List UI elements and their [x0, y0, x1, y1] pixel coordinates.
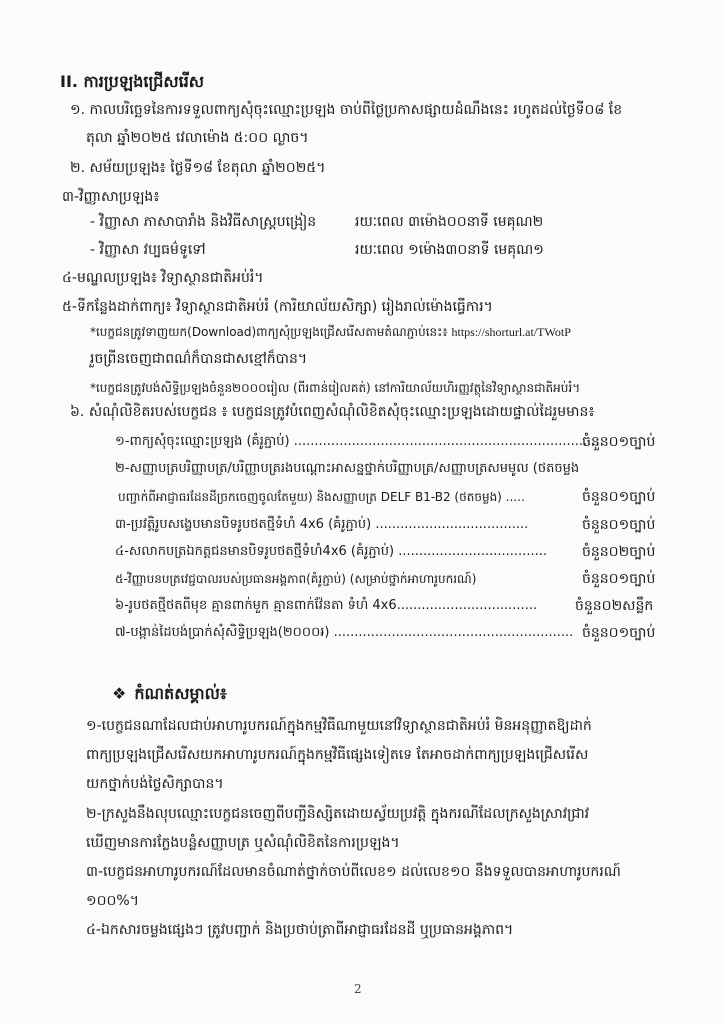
note-3-line-2: ១០០%។: [86, 893, 139, 909]
download-link[interactable]: https://shorturl.at/TWotP: [451, 325, 571, 339]
doc-5: ៥-វិញ្ញាបនបត្រវេជ្ជបាលរបស់ប្រធានអង្គភាព(គំរូភ្ជាប់) (សម្រាប់ថ្នាក់អាហារូបករណ៍): [115, 572, 477, 586]
doc-2-qty: ចំនួន០១ច្បាប់: [582, 489, 656, 505]
notes-heading: [112, 684, 227, 704]
doc-5-qty: ចំនួន០១ច្បាប់: [582, 571, 656, 587]
note-2-line-2: ឃើញមានការក្លែងបន្លំសញ្ញាបត្រ ឬសំណុំលិខិតនៃការប្រឡង។: [86, 835, 400, 851]
note-download-line-2: រួចព្រីនចេញជាពណ៌ក៏បានជាសខ្មៅក៏បាន។: [90, 351, 308, 367]
note-2-line-1: ២-ក្រសួងនឹងលុបឈ្មោះបេក្ខជនចេញពីបញ្ជីនិស្សិតដោយស្វ័យប្រវត្តិ ក្នុងករណីដែលក្រសួងស្រាវជ្រាវ: [86, 806, 590, 822]
note-3-line-1: ៣-បេក្ខជនអាហារូបករណ៍ដែលមានចំណាត់ថ្នាក់ចាប់ពីលេខ១ ដល់លេខ១០ នឹងទទួលបានអាហារូបករណ៍: [86, 864, 621, 880]
item-4: ៤-មណ្ឌលប្រឡង៖ វិទ្យាស្ថានជាតិអប់រំ។: [62, 270, 264, 286]
doc-2-line-1: ២-សញ្ញាបត្របរិញ្ញាបត្រ/បរិញ្ញាបត្ររងបណ្ដោះអាសន្នថ្នាក់បរិញ្ញាបត្រ/សញ្ញាបត្រសមមូល (ថតចម្លង: [115, 461, 580, 476]
note-download-line-1: [90, 322, 571, 342]
doc-7-qty: ចំនួន០១ច្បាប់: [582, 625, 656, 641]
doc-7: ៧-បង្កាន់ដៃបង់ប្រាក់សុំសិទ្ធិប្រឡង(២០០០៛) ..........................................................: [115, 625, 574, 640]
item-6: ៦. សំណុំលិខិតរបស់បេក្ខជន ៖ បេក្ខជនត្រូវបំពេញសំណុំលិខិតសុំចុះឈ្មោះប្រឡងដោយផ្ទាល់ដៃរួមមាន៖: [70, 404, 595, 420]
item-1-line-2: តុលា ឆ្នាំ២០២៥ វេលាម៉ោង ៥:០០ ល្ងាច។: [86, 130, 309, 146]
doc-4: ៤-សលាកបត្រឯកត្តជនមានបិទរូបថតថ្មីទំហំ4x6 (គំរូភ្ជាប់) ....................................: [115, 544, 547, 559]
section-heading: II. ការប្រឡងជ្រើសរើស: [60, 72, 205, 91]
doc-1: ១-ពាក្យសុំចុះឈ្មោះប្រឡង (គំរូភ្ជាប់) ..........................................................................: [115, 434, 600, 449]
doc-3: ៣-ប្រវត្តិរូបសង្ខេបមានបិទរូបថតថ្មីទំហំ 4x6 (គំរូភ្ជាប់) .....................................: [115, 517, 529, 532]
item-1-line-1: ១. កាលបរិច្ឆេទនៃការទទួលពាក្យសុំចុះឈ្មោះប្រឡង ចាប់ពីថ្ងៃប្រកាសផ្សាយដំណឹងនេះ រហូតដល់ថ្ងៃទី០៨ ខែ: [70, 102, 623, 118]
page-number: 2: [354, 982, 362, 996]
subject-1-name: - វិញ្ញាសា ភាសាបារាំង និងវិធីសាស្ត្របង្រៀន: [90, 214, 317, 230]
notes-heading-text: កំណត់សម្គាល់៖: [134, 684, 227, 703]
doc-1-qty: ចំនួន០១ច្បាប់: [582, 434, 656, 450]
diamond-bullet-icon: ❖: [112, 684, 127, 703]
doc-4-qty: ចំនួន០២ច្បាប់: [582, 544, 656, 560]
subject-2-duration: រយៈពេល ១ម៉ោង៣០នាទី មេគុណ១: [355, 242, 544, 258]
note-1-line-1: ១-បេក្ខជនណាដែលជាប់អាហារូបករណ៍ក្នុងកម្មវិធីណាមួយនៅវិទ្យាស្ថានជាតិអប់រំ មិនអនុញ្ញាតឱ្យដាក់: [86, 718, 592, 734]
note-1-line-2: ពាក្យប្រឡងជ្រើសរើសយកអាហារូបករណ៍ក្នុងកម្មវិធីផ្សេងទៀតទេ តែអាចដាក់ពាក្យប្រឡងជ្រើសរើស: [86, 747, 589, 763]
doc-6-qty: ចំនួន០២សន្លឹក: [575, 598, 654, 614]
item-2: ២. សម័យប្រឡង៖ ថ្ងៃទី១៨ ខែតុលា ឆ្នាំ២០២៥។: [70, 160, 326, 176]
item-5: ៥-ទីកន្លែងដាក់ពាក្យ៖ វិទ្យាស្ថានជាតិអប់រំ (ការិយាល័យសិក្សា) រៀងរាល់ម៉ោងធ្វើការ។: [62, 299, 493, 315]
item-3: ៣-វិញ្ញាសាប្រឡង៖: [62, 189, 160, 205]
note-download-text: *បេក្ខជនត្រូវទាញយក(Download)ពាក្យសុំប្រឡងជ្រើសរើសតាមតំណភ្ជាប់នេះ៖: [90, 325, 448, 339]
note-1-line-3: យកថ្នាក់បង់ថ្លៃសិក្សាបាន។: [86, 776, 224, 792]
doc-3-qty: ចំនួន០១ច្បាប់: [582, 517, 656, 533]
doc-2-line-2: បញ្ជាក់ពីអាជ្ញាធរដែនដីច្រកចេញចូលតែមួយ) និងសញ្ញាបត្រ DELF B1-B2 (ថតចម្លង) .....: [118, 490, 525, 504]
subject-2-name: - វិញ្ញាសា វប្បធម៌ទូទៅ: [90, 242, 206, 258]
note-fee: *បេក្ខជនត្រូវបង់សិទ្ធិប្រឡងចំនួន២០០០រៀល (ពីរពាន់រៀលគត់) នៅការិយាល័យហិរញ្ញវត្ថុនៃវិទ្យាស្ថានជាតិអប់រំ។: [90, 381, 581, 395]
subject-1-duration: រយៈពេល ៣ម៉ោង០០នាទី មេគុណ២: [355, 214, 544, 230]
note-4: ៤-ឯកសារចម្លងផ្សេងៗ ត្រូវបញ្ជាក់ និងប្រថាប់ត្រាពីអាជ្ញាធរដែនដី ឬប្រធានអង្គភាព។: [86, 922, 514, 938]
doc-6: ៦-រូបថតថ្មីថតពីមុខ គ្មានពាក់មួក គ្មានពាក់វ៉ែនតា ទំហំ 4x6..................................: [115, 598, 538, 613]
